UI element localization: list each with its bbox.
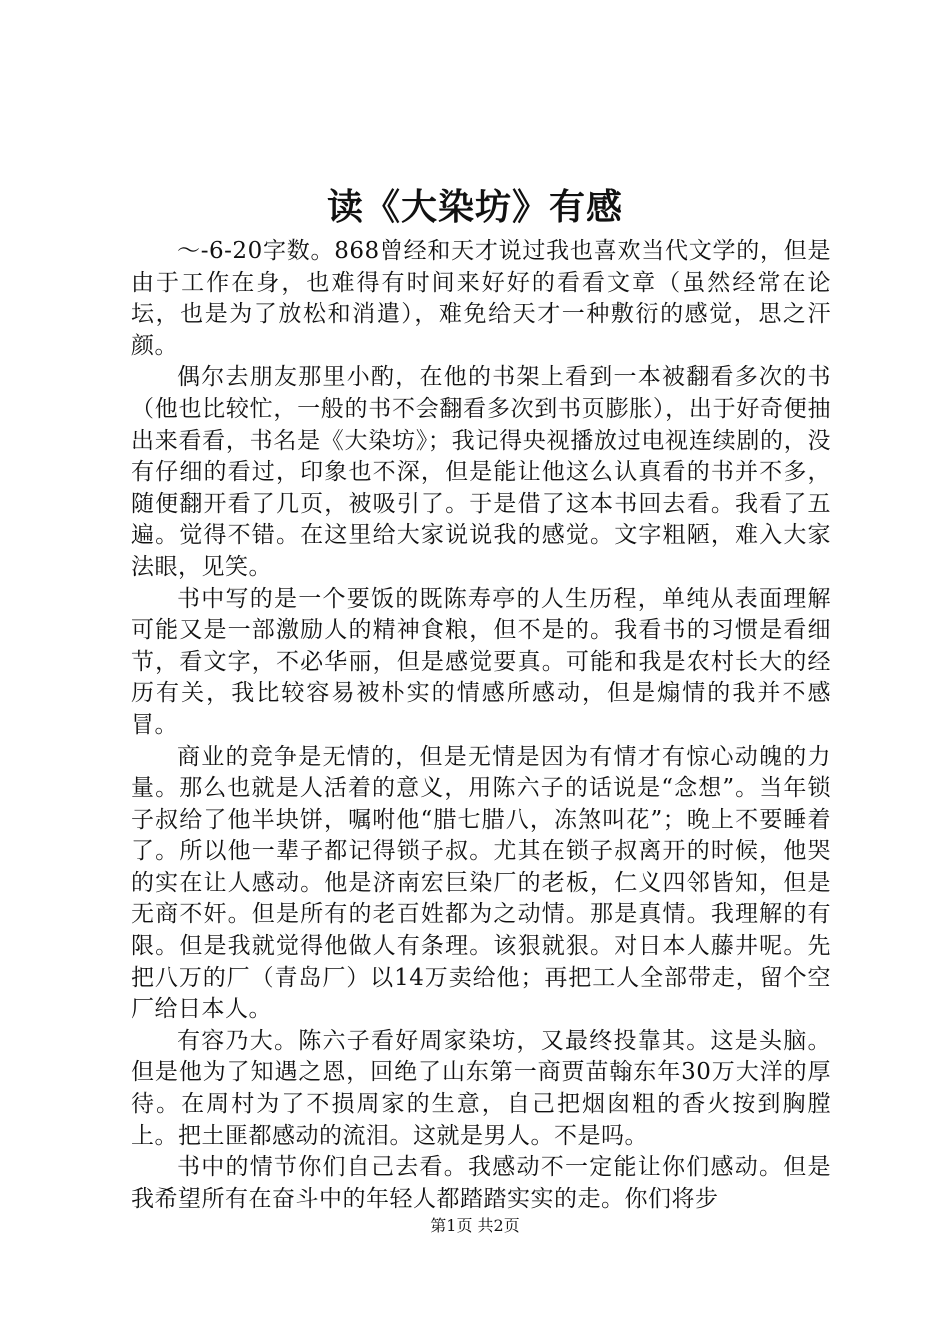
- paragraph: 书中的情节你们自己去看。我感动不一定能让你们感动。但是我希望所有在奋斗中的年轻人都踏踏实实的走。你们将步: [131, 1154, 831, 1212]
- page-footer: 第1页 共2页: [430, 1216, 520, 1235]
- paragraph: 有容乃大。陈六子看好周家染坊，又最终投靠其。这是头脑。但是他为了知遇之恩，回绝了山东第一商贾苗翰东年30万大洋的厚待。在周村为了不损周家的生意，自己把烟囱粗的香火按到胸膛上。把土匪都感动的流泪。这就是男人。不是吗。: [131, 1027, 831, 1149]
- paragraph: 书中写的是一个要饭的既陈寿亭的人生历程，单纯从表面理解可能又是一部激励人的精神食粮，但不是的。我看书的习惯是看细节，看文字，不必华丽，但是感觉要真。可能和我是农村长大的经历有关，我比较容易被朴实的情感所感动，但是煽情的我并不感冒。: [131, 585, 831, 738]
- paragraph: 偶尔去朋友那里小酌，在他的书架上看到一本被翻看多次的书（他也比较忙，一般的书不会翻看多次到书页膨胀），出于好奇便抽出来看看，书名是《大染坊》；我记得央视播放过电视连续剧的，没有仔细的看过，印象也不深，但是能让他这么认真看的书并不多，随便翻开看了几页，被吸引了。于是借了这本书回去看。我看了五遍。觉得不错。在这里给大家说说我的感觉。文字粗陋，难入大家法眼，见笑。: [131, 364, 831, 580]
- document-body: [131, 236, 831, 1215]
- paragraph: ～-6-20字数。868曾经和天才说过我也喜欢当代文学的，但是由于工作在身，也难得有时间来好好的看看文章（虽然经常在论坛，也是为了放松和消遣），难免给天才一种敷衍的感觉，思之汗颜。: [131, 238, 831, 359]
- paragraph: 商业的竞争是无情的，但是无情是因为有情才有惊心动魄的力量。那么也就是人活着的意义，用陈六子的话说是“念想”。当年锁子叔给了他半块饼，嘱咐他“腊七腊八，冻煞叫花”；晚上不要睡着了。所以他一辈子都记得锁子叔。尤其在锁子叔离开的时候，他哭的实在让人感动。他是济南宏巨染厂的老板，仁义四邻皆知，但是无商不奸。但是所有的老百姓都为之动情。那是真情。我理解的有限。但是我就觉得他做人有条理。该狠就狠。对日本人藤井呢。先把八万的厂（青岛厂）以14万卖给他；再把工人全部带走，留个空厂给日本人。: [131, 743, 831, 1023]
- document-title: 读《大染坊》有感: [326, 186, 623, 228]
